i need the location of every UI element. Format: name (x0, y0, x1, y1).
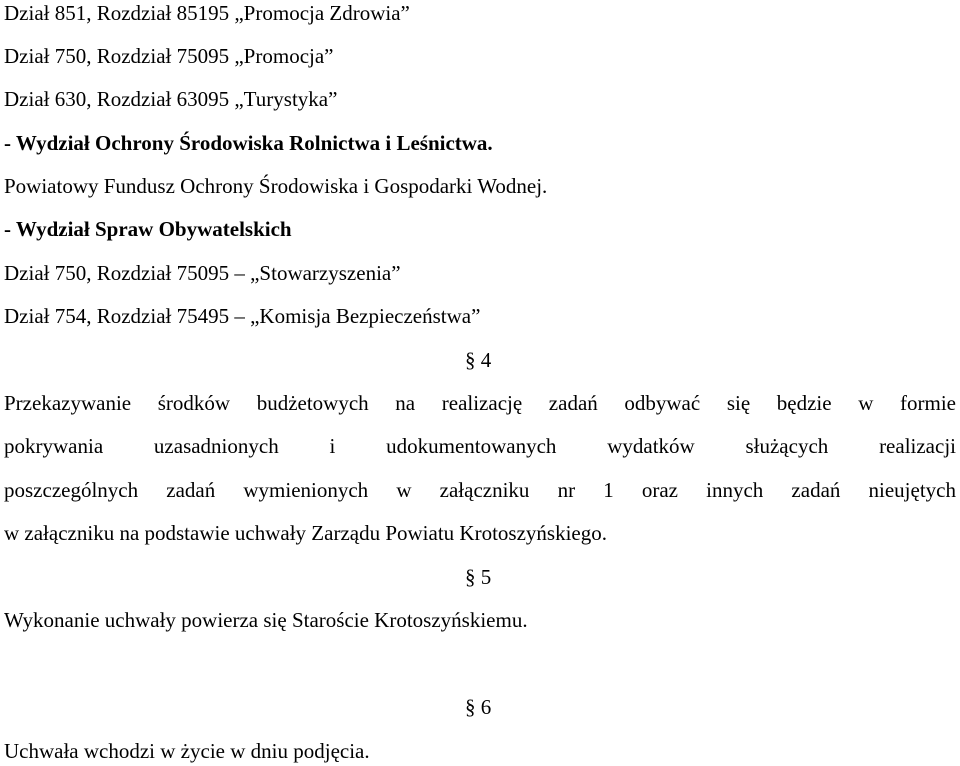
word: zadań (166, 478, 216, 502)
word: budżetowych (256, 391, 369, 415)
word: Przekazywanie (4, 391, 132, 415)
word: realizacji (879, 434, 956, 458)
word: innych (706, 478, 764, 502)
budget-line-promocja: Dział 750, Rozdział 75095 „Promocja” (4, 44, 334, 68)
paragraph-4-row-4: w załączniku na podstawie uchwały Zarządu Powiatu Krotoszyńskiego. (4, 521, 607, 545)
department-heading-ochrona-srodowiska: - Wydział Ochrony Środowiska Rolnictwa i Leśnictwa. (4, 131, 493, 155)
word: zadań (791, 478, 841, 502)
section-5-heading: § 5 (465, 565, 492, 589)
word: udokumentowanych (386, 434, 557, 458)
word: na (395, 391, 416, 415)
word: służących (745, 434, 829, 458)
paragraph-4-row-2 (4, 433, 956, 459)
word: odbywać (624, 391, 701, 415)
word: się (726, 391, 751, 415)
word: załączniku (439, 478, 530, 502)
budget-line-komisja: Dział 754, Rozdział 75495 – „Komisja Bezpieczeństwa” (4, 304, 481, 328)
budget-line-stowarzyszenia: Dział 750, Rozdział 75095 – „Stowarzyszenia” (4, 261, 401, 285)
paragraph-4-row-3 (4, 477, 956, 503)
word: poszczególnych (4, 478, 139, 502)
word: oraz (641, 478, 678, 502)
word: będzie (776, 391, 832, 415)
word: w (858, 391, 874, 415)
word: środków (157, 391, 231, 415)
word: 1 (603, 478, 614, 502)
paragraph-5: Wykonanie uchwały powierza się Staroście Krotoszyńskiemu. (4, 608, 528, 632)
paragraph-6: Uchwała wchodzi w życie w dniu podjęcia. (4, 739, 370, 763)
department-heading-sprawy-obywatelskie: - Wydział Spraw Obywatelskich (4, 217, 292, 241)
word: realizację (441, 391, 523, 415)
word: wydatków (607, 434, 695, 458)
word: nieujętych (868, 478, 956, 502)
budget-line-promocja-zdrowia: Dział 851, Rozdział 85195 „Promocja Zdrowia” (4, 1, 410, 25)
word: formie (900, 391, 956, 415)
word: pokrywania (4, 434, 104, 458)
word: uzasadnionych (153, 434, 279, 458)
paragraph-4-row-1 (4, 390, 956, 416)
word: nr (557, 478, 576, 502)
word: zadań (548, 391, 598, 415)
word: wymienionych (243, 478, 369, 502)
section-6-heading: § 6 (465, 695, 492, 719)
word: i (329, 434, 336, 458)
section-4-heading: § 4 (465, 348, 492, 372)
budget-line-fundusz: Powiatowy Fundusz Ochrony Środowiska i Gospodarki Wodnej. (4, 174, 548, 198)
budget-line-turystyka: Dział 630, Rozdział 63095 „Turystyka” (4, 87, 338, 111)
word: w (396, 478, 412, 502)
